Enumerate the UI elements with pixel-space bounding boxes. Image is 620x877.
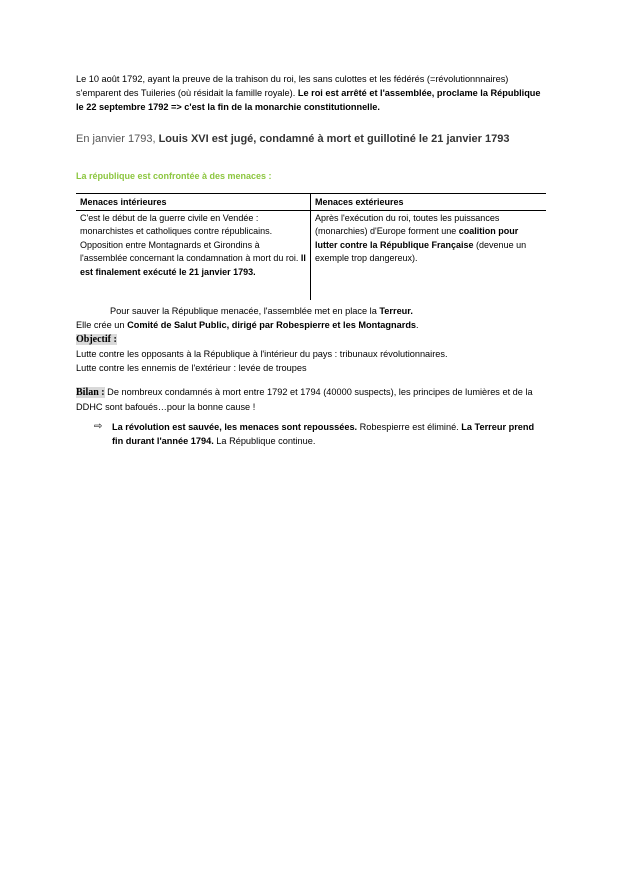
external-text-2: (devenue un exemple trop dangereux). bbox=[315, 239, 527, 263]
arrow-right-icon: ⇨ bbox=[94, 421, 103, 432]
trial-paragraph bbox=[76, 132, 546, 146]
external-text-1: Après l'exécution du roi, toutes les puissances (monarchies) d'Europe forment une bbox=[315, 212, 500, 236]
header-external-threats: Menaces extérieures bbox=[311, 194, 547, 211]
conclusion-text-1: Robespierre est éliminé. bbox=[357, 422, 462, 432]
section-title: La république est confrontée à des menaces : bbox=[76, 171, 272, 181]
header-internal-threats: Menaces intérieures bbox=[76, 194, 311, 211]
conclusion-text bbox=[94, 420, 546, 448]
terreur-line-2 bbox=[76, 318, 546, 332]
external-threats-cell bbox=[311, 210, 547, 300]
conclusion-bold-2: La Terreur prend fin durant l'année 1794. bbox=[112, 422, 535, 446]
bilan-paragraph bbox=[76, 385, 546, 414]
internal-bold: Il est finalement exécuté le 21 janvier 1793. bbox=[80, 253, 306, 277]
conclusion-paragraph bbox=[94, 420, 546, 448]
intro-text-1: Le bbox=[76, 74, 89, 84]
intro-paragraph bbox=[76, 72, 546, 114]
conclusion-bold-1: La révolution est sauvée, les menaces sont repoussées. bbox=[112, 422, 358, 432]
table-header-row bbox=[76, 194, 546, 211]
table-row bbox=[76, 210, 546, 300]
internal-threats-cell bbox=[76, 210, 311, 300]
intro-date: 10 août 1792 bbox=[88, 74, 143, 84]
threats-table bbox=[76, 193, 546, 300]
terreur-line-1 bbox=[76, 304, 546, 318]
terreur-text-3: . bbox=[416, 320, 419, 330]
bilan-text: De nombreux condamnés à mort entre 1792 et 1794 (40000 suspects), les principes de lumières et de la DDHC sont bafoués…pour la bonne cause ! bbox=[76, 387, 533, 412]
objectif-item-1: Lutte contre les opposants à la République à l'intérieur du pays : tribunaux révolutionnaires. bbox=[76, 349, 448, 359]
intro-text-2: , ayant la preuve de la trahison du roi, les sans culottes et les fédérés (=révolutionnnaires) s'emparent des Tuileries (où résidait la famille royale). bbox=[76, 74, 509, 98]
terreur-text-2: Elle crée un bbox=[76, 320, 128, 330]
terreur-bold-2: Comité de Salut Public, dirigé par Robespierre et les Montagnards bbox=[127, 320, 417, 330]
objectif-label-line bbox=[76, 332, 546, 347]
trial-text: En janvier 1793, bbox=[76, 133, 159, 145]
objectif-item-2: Lutte contre les ennemis de l'extérieur : levée de troupes bbox=[76, 363, 307, 373]
terreur-bold-1: Terreur. bbox=[379, 306, 413, 316]
conclusion-text-2: La République continue. bbox=[213, 436, 316, 446]
external-bold: coalition pour lutter contre la République Française bbox=[315, 226, 519, 250]
bilan-label: Bilan : bbox=[76, 387, 105, 398]
trial-bold: Louis XVI est jugé, condamné à mort et guillotiné le 21 janvier 1793 bbox=[158, 133, 510, 145]
intro-bold: Le roi est arrêté et l'assemblée, proclame la République le 22 septembre 1792 => c'est la fin de la monarchie constitutionnelle. bbox=[76, 88, 541, 112]
objectif-label: Objectif : bbox=[76, 334, 117, 345]
terreur-text-1: Pour sauver la République menacée, l'assemblée met en place la bbox=[110, 306, 380, 316]
internal-text: C'est le début de la guerre civile en Vendée : monarchistes et catholiques contre républicains. Opposition entre Montagnards et Girondins à l'assemblée concernant la condamnation à mort du roi. bbox=[80, 212, 301, 263]
terreur-section bbox=[76, 304, 546, 375]
